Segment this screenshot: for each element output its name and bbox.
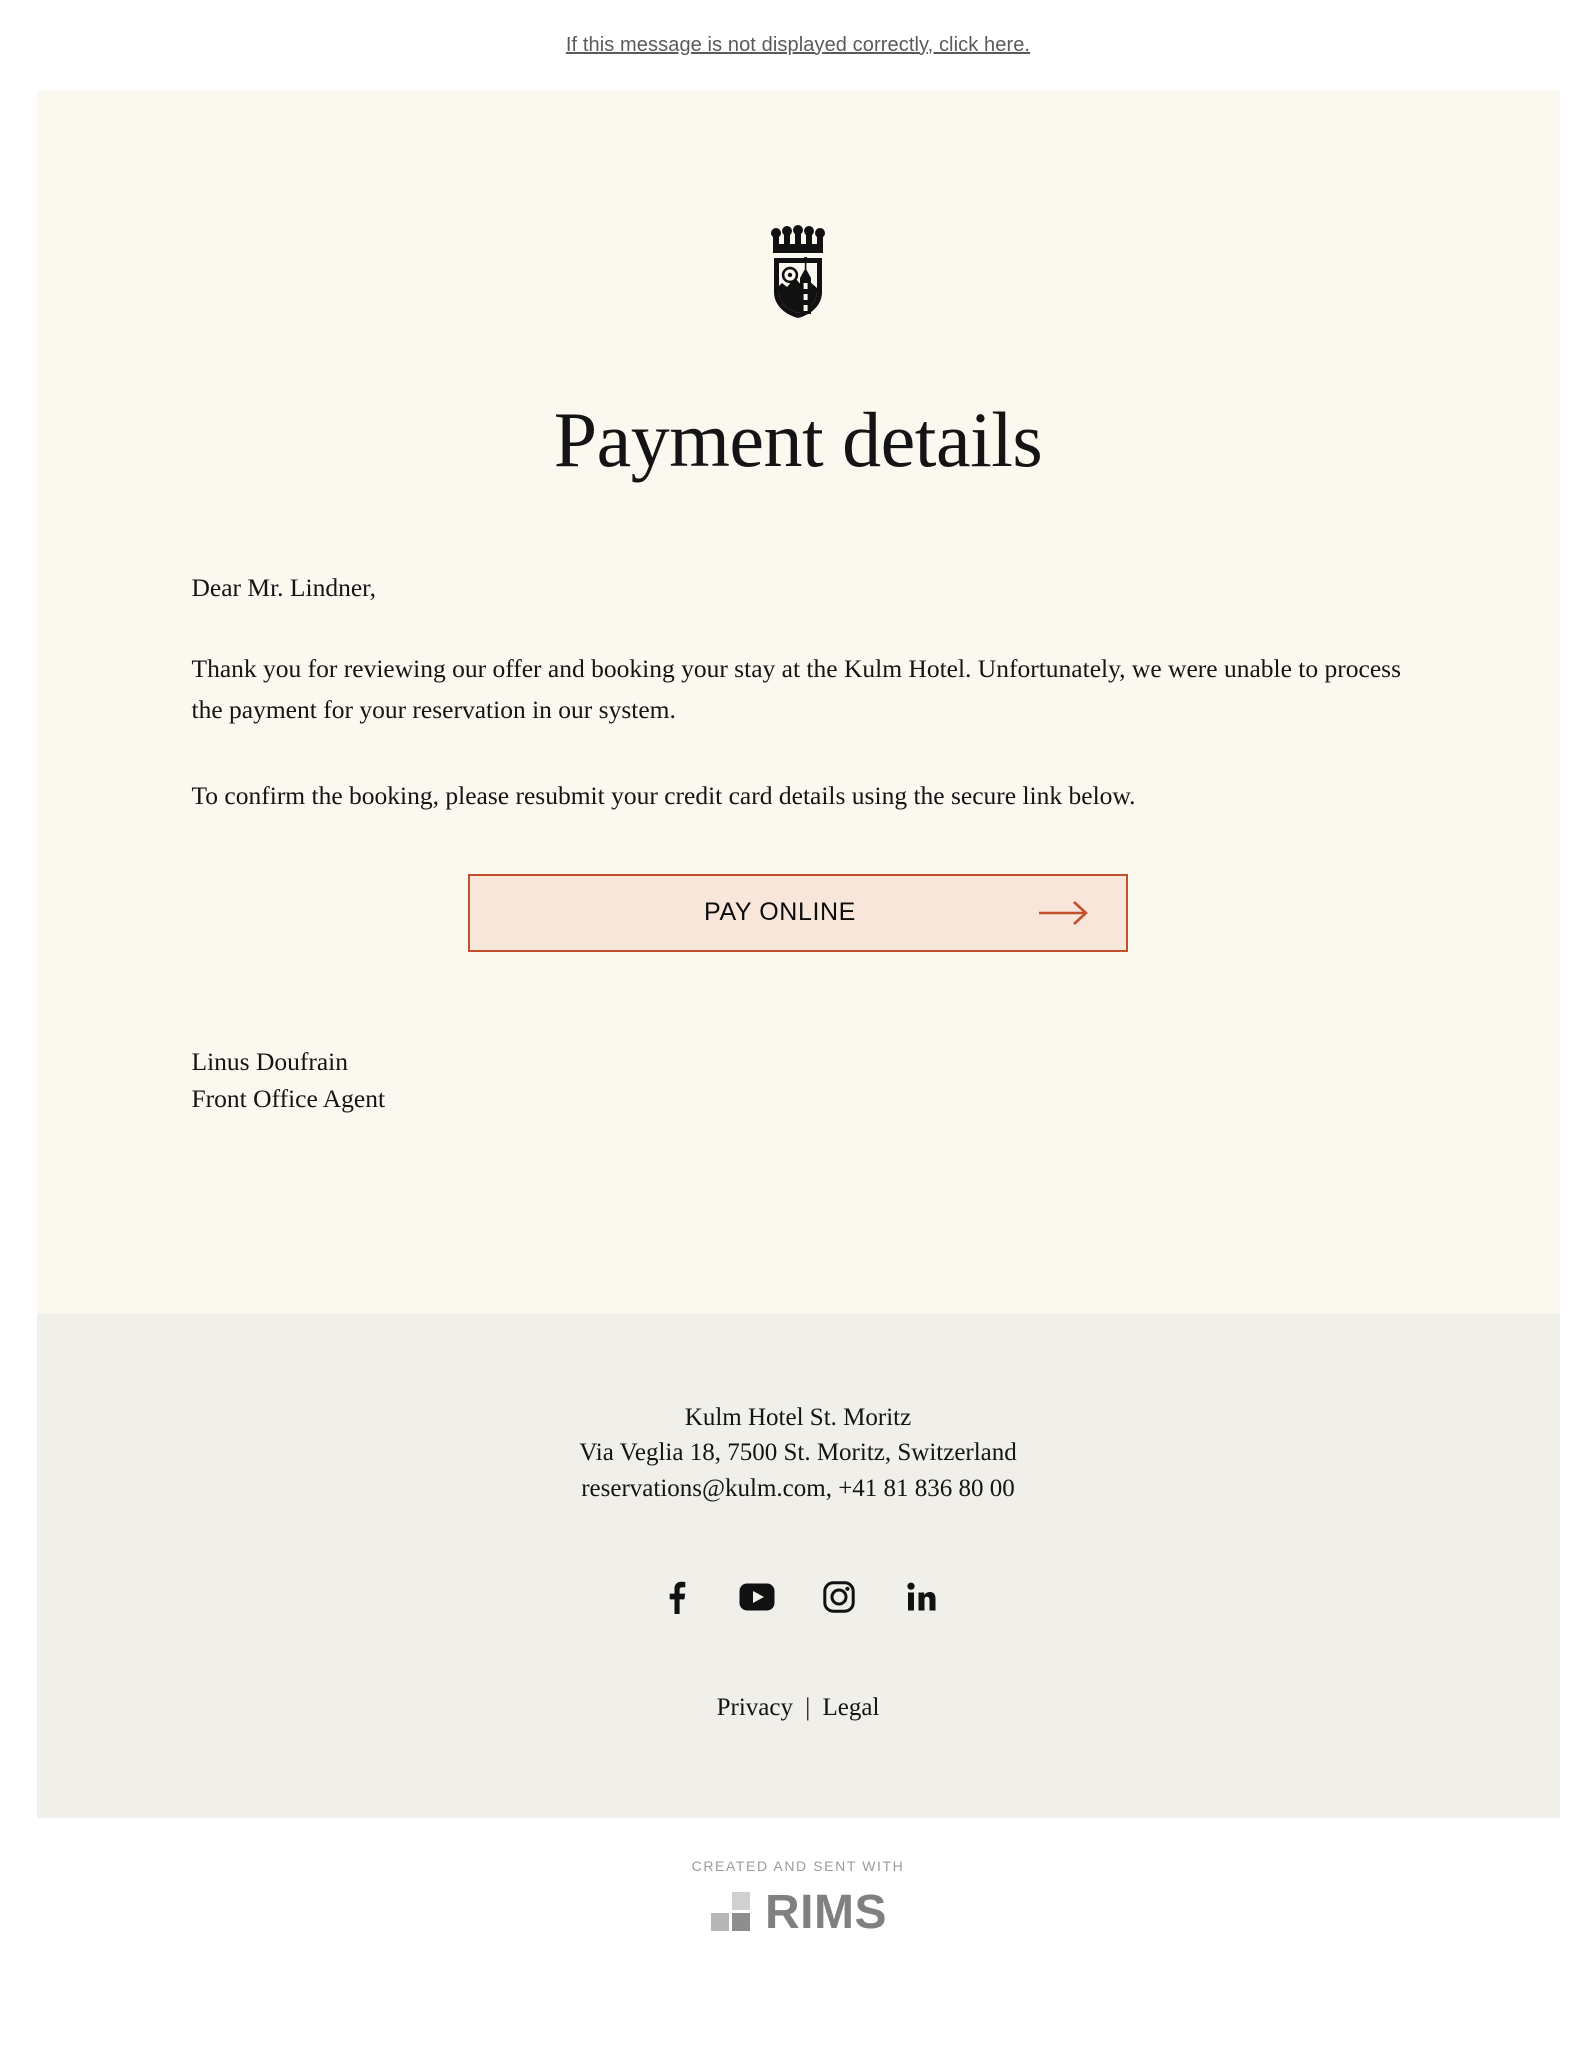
social-link-facebook[interactable] [656,1580,694,1618]
linkedin-icon [905,1581,937,1618]
email-footer-panel [37,1314,1560,1819]
privacy-link[interactable]: Privacy [716,1694,793,1722]
email-body-panel [37,90,1560,1314]
salutation-text: Dear Mr. Lindner, [191,572,377,602]
rims-wordmark: RIMS [765,1885,887,1939]
signature-name: Linus Doufrain [191,1046,349,1076]
rims-squares-icon [709,1888,753,1937]
view-in-browser-link[interactable]: If this message is not displayed correctly, click here. [565,33,1031,56]
social-link-linkedin[interactable] [902,1580,940,1618]
preheader-bar [0,0,1596,90]
legal-link[interactable]: Legal [822,1694,880,1722]
paragraph-one: Thank you for reviewing our offer and booking your stay at the Kulm Hotel. Unfortunately, we were unable to process the payment for your reservation in our system. [191,654,1401,725]
rims-logo[interactable] [0,1874,1596,1937]
arrow-right-icon [1038,900,1090,926]
rims-branding-bar [0,1818,1596,1937]
email-body-copy [192,483,1405,816]
rims-kicker-text: CREATED AND SENT WITH [691,1858,905,1875]
pay-online-label: PAY ONLINE [704,898,856,927]
page-title: Payment details [553,396,1043,483]
footer-contact-line: reservations@kulm.com, +41 81 836 80 00 [581,1474,1015,1502]
logo-container [192,90,1405,325]
social-links-row [37,1506,1560,1618]
social-link-instagram[interactable] [820,1580,858,1618]
footer-address-block [37,1400,1560,1507]
social-link-youtube[interactable] [738,1580,776,1618]
legal-links-row [37,1618,1560,1722]
signature-role: Front Office Agent [191,1083,386,1113]
footer-address-line: Via Veglia 18, 7500 St. Moritz, Switzerland [579,1439,1017,1467]
cta-container [192,860,1405,952]
legal-separator: | [805,1694,811,1722]
paragraph-two: To confirm the booking, please resubmit your credit card details using the secure link below. [191,780,1136,810]
pay-online-button[interactable] [468,874,1128,952]
instagram-icon [823,1581,855,1618]
footer-hotel-name: Kulm Hotel St. Moritz [684,1403,912,1431]
youtube-icon [739,1583,775,1616]
kulm-crest-icon [762,222,834,325]
facebook-icon [662,1580,688,1619]
signature-block [192,952,1405,1314]
